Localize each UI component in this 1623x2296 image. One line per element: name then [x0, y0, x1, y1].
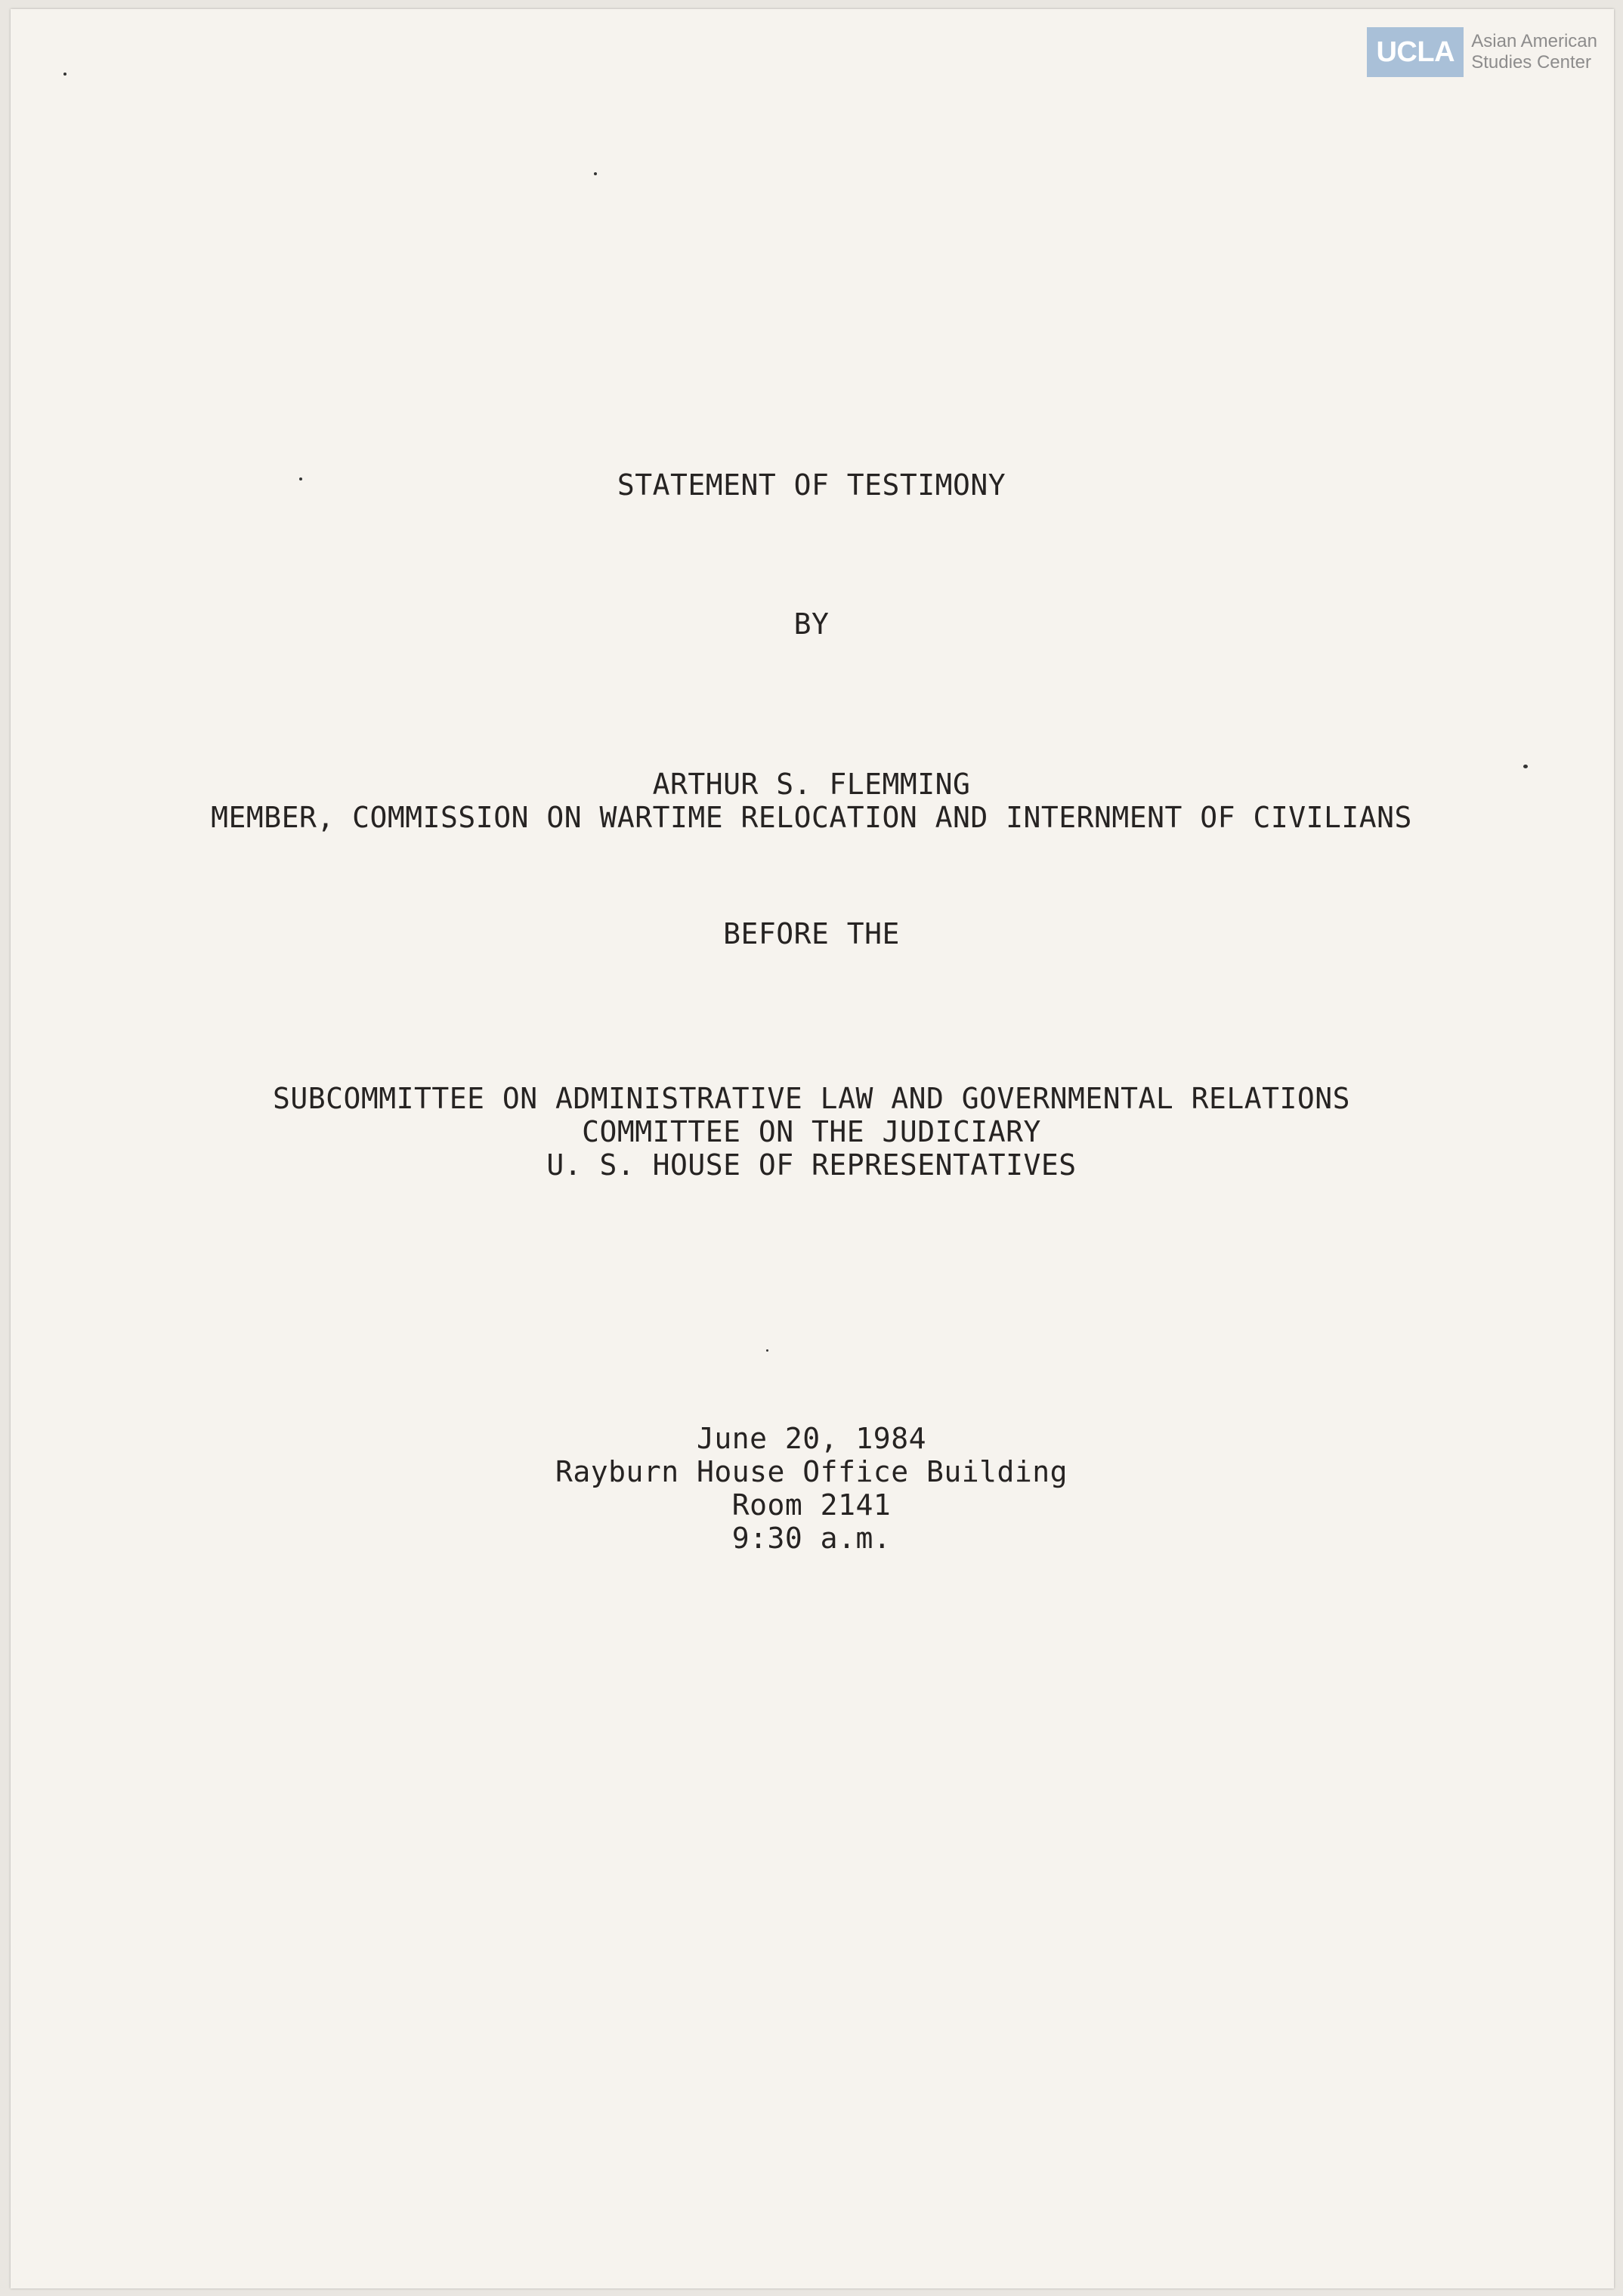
paper-speck	[766, 1349, 768, 1352]
person-block	[0, 768, 1623, 834]
hearing-room: Room 2141	[731, 1488, 892, 1522]
person-role: MEMBER, COMMISSION ON WARTIME RELOCATION AND INTERNMENT OF CIVILIANS	[211, 801, 1412, 834]
ucla-logo: UCLA	[1367, 27, 1464, 77]
hearing-place: Rayburn House Office Building	[555, 1455, 1068, 1488]
subcommittee-name: SUBCOMMITTEE ON ADMINISTRATIVE LAW AND GOVERNMENTAL RELATIONS	[272, 1082, 1351, 1115]
committee-block	[0, 1082, 1623, 1182]
archive-badge	[1367, 27, 1597, 77]
hearing-time: 9:30 a.m.	[731, 1522, 892, 1555]
paper-speck	[63, 73, 66, 76]
center-name-line1: Asian American	[1471, 31, 1597, 51]
committee-name: COMMITTEE ON THE JUDICIARY	[582, 1115, 1041, 1148]
before-line: BEFORE THE	[723, 917, 900, 950]
person-name: ARTHUR S. FLEMMING	[652, 768, 971, 801]
house-name: U. S. HOUSE OF REPRESENTATIVES	[546, 1148, 1077, 1182]
hearing-date: June 20, 1984	[697, 1422, 926, 1455]
by-line: BY	[793, 607, 830, 641]
document-title: STATEMENT OF TESTIMONY	[617, 468, 1006, 502]
hearing-details	[0, 1422, 1623, 1555]
center-name	[1471, 31, 1597, 73]
paper-speck	[594, 172, 597, 175]
center-name-line2: Studies Center	[1471, 52, 1592, 73]
